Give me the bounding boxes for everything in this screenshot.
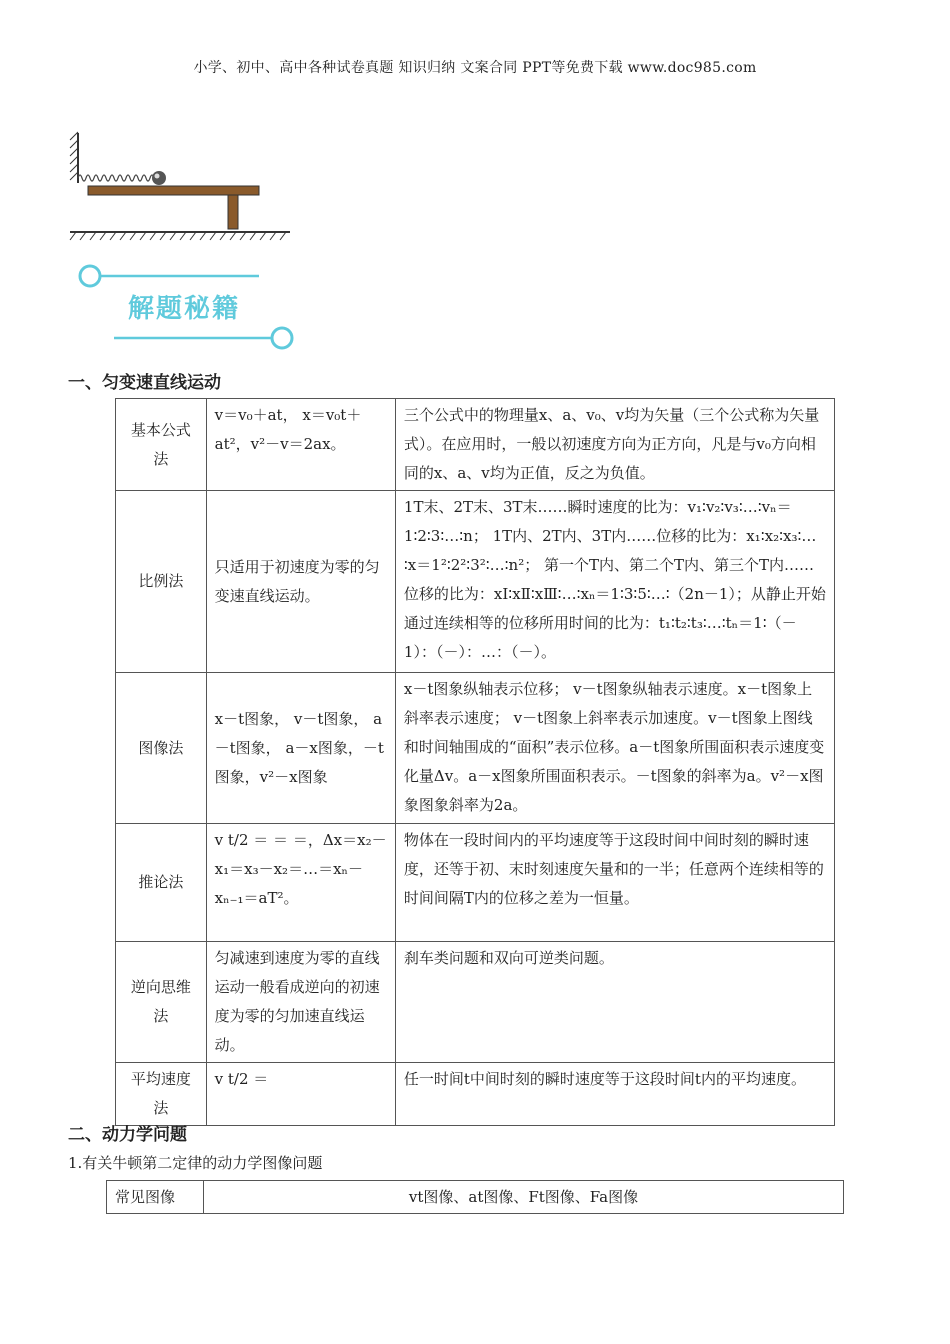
dynamics-table — [106, 1180, 844, 1214]
row-method: v t/2 ＝ ＝ ＝，Δx＝x₂－x₁＝x₃－x₂＝…＝xₙ－xₙ₋₁＝aT²。 — [206, 824, 395, 942]
row-method: v＝v₀＋at， x＝v₀t＋at²，v²－v＝2ax。 — [206, 399, 395, 491]
table-row — [116, 399, 835, 491]
motion-methods-table — [115, 398, 835, 1126]
row-label: 推论法 — [116, 824, 207, 942]
row-value: vt图像、at图像、Ft图像、Fa图像 — [204, 1181, 844, 1214]
table-row — [107, 1181, 844, 1214]
row-label: 逆向思维法 — [116, 942, 207, 1063]
row-label: 图像法 — [116, 673, 207, 824]
page-header: 小学、初中、高中各种试卷真题 知识归纳 文案合同 PPT等免费下载 www.doc985.com — [193, 60, 757, 76]
row-method: 匀减速到速度为零的直线运动一般看成逆向的初速度为零的匀加速直线运动。 — [206, 942, 395, 1063]
row-note: 任一时间t中间时刻的瞬时速度等于这段时间t内的平均速度。 — [395, 1063, 834, 1126]
row-note: 1T末、2T末、3T末……瞬时速度的比为：v₁∶v₂∶v₃∶…∶vₙ＝1∶2∶3∶…∶n； 1T内、2T内、3T内……位移的比为：x₁∶x₂∶x₃∶…∶x＝1²∶2²∶3²∶…∶n²； 第一个T内、第二个T内、第三个T内……位移的比为：xⅠ∶xⅡ∶xⅢ∶…∶xₙ＝1∶3∶5∶…∶（2n－1）；从静止开始通过连续相等的位移所用时间的比为：t₁∶t₂∶t₃∶…∶tₙ＝1∶（－1）：（－）：…：（－）。 — [395, 491, 834, 673]
row-label: 平均速度法 — [116, 1063, 207, 1126]
table-row — [116, 824, 835, 942]
table-row — [116, 942, 835, 1063]
table-row — [116, 1063, 835, 1126]
row-note: 三个公式中的物理量x、a、v₀、v均为矢量（三个公式称为矢量式）。在应用时，一般以初速度方向为正方向，凡是与v₀方向相同的x、a、v均为正值，反之为负值。 — [395, 399, 834, 491]
row-note: 刹车类问题和双向可逆类问题。 — [395, 942, 834, 1063]
spring-ball-table-illustration — [68, 128, 293, 246]
subsection-title: 1.有关牛顿第二定律的动力学图像问题 — [68, 1154, 323, 1172]
table-row — [116, 673, 835, 824]
row-note: 物体在一段时间内的平均速度等于这段时间中间时刻的瞬时速度，还等于初、末时刻速度矢量和的一半；任意两个连续相等的时间间隔T内的位移之差为一恒量。 — [395, 824, 834, 942]
row-method: 只适用于初速度为零的匀变速直线运动。 — [206, 491, 395, 673]
badge-title: 解题秘籍 — [128, 294, 241, 324]
row-label: 基本公式法 — [116, 399, 207, 491]
row-label: 比例法 — [116, 491, 207, 673]
row-method: v t/2 ＝ — [206, 1063, 395, 1126]
row-note: x－t图象纵轴表示位移； v－t图象纵轴表示速度。x－t图象上斜率表示速度； v－t图象上斜率表示加速度。v－t图象上图线和时间轴围成的“面积”表示位移。a－t图象所围面积表示速度变化量Δv。a－x图象所围面积表示。－t图象的斜率为a。v²－x图象图象斜率为2a。 — [395, 673, 834, 824]
section-title: 二、动力学问题 — [68, 1125, 187, 1145]
ball — [152, 171, 166, 185]
section-title: 一、匀变速直线运动 — [68, 373, 221, 393]
row-label: 常见图像 — [107, 1181, 204, 1214]
row-method: x－t图象， v－t图象， a－t图象， a－x图象，－t图象，v²－x图象 — [206, 673, 395, 824]
table-row — [116, 491, 835, 673]
